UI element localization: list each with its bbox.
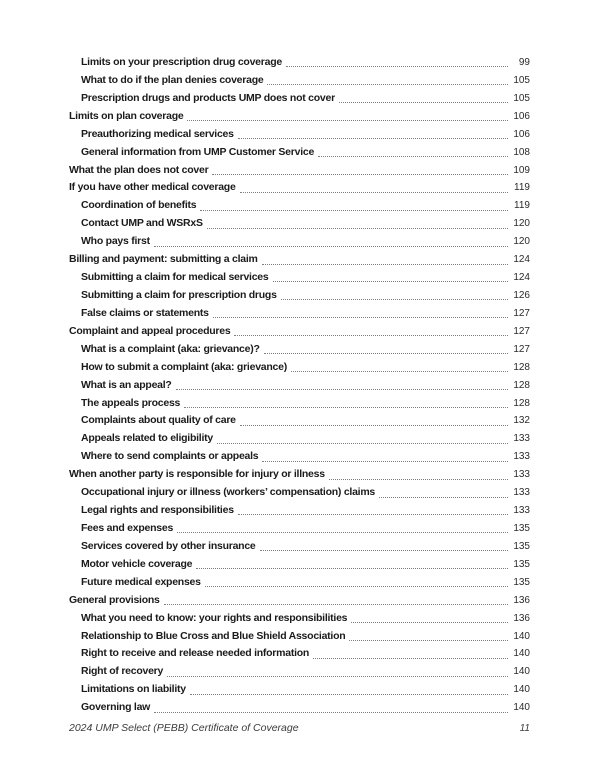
- toc-entry-title: Complaint and appeal procedures: [69, 324, 231, 337]
- dot-leader: [258, 448, 510, 466]
- toc-entry-title: If you have other medical coverage: [69, 181, 236, 194]
- toc-entry-title: What to do if the plan denies coverage: [81, 73, 264, 86]
- toc-entry-title: Limits on your prescription drug coverage: [81, 56, 282, 68]
- toc-entry-page-number: 105: [513, 74, 530, 86]
- toc-entry[interactable]: [69, 377, 530, 395]
- dot-leader: [375, 484, 510, 502]
- toc-entry-title: Submitting a claim for prescription drugs: [81, 288, 277, 301]
- dot-leader: [325, 466, 510, 484]
- dot-leader: [192, 556, 510, 574]
- dot-leader: [269, 269, 511, 287]
- toc-entry[interactable]: [69, 484, 530, 502]
- toc-entry-page-number: 132: [513, 415, 530, 427]
- dot-leader: [196, 197, 510, 215]
- toc-entry-title: Who pays first: [81, 235, 150, 248]
- toc-entry[interactable]: [69, 90, 530, 108]
- toc-entry-page-number: 128: [513, 379, 530, 391]
- toc-entry-page-number: 135: [513, 576, 530, 588]
- toc-entry-title: Relationship to Blue Cross and Blue Shield Association: [81, 629, 346, 642]
- toc-entry-title: What is a complaint (aka: grievance)?: [81, 342, 260, 355]
- dot-leader: [213, 430, 510, 448]
- toc-entry-title: Billing and payment: submitting a claim: [69, 253, 258, 266]
- toc-entry[interactable]: [69, 197, 530, 215]
- toc-entry-page-number: 119: [514, 182, 530, 194]
- toc-entry[interactable]: [69, 574, 530, 592]
- toc-entry-title: Motor vehicle coverage: [81, 557, 193, 570]
- dot-leader: [287, 359, 510, 377]
- toc-entry[interactable]: [69, 323, 530, 341]
- dot-leader: [256, 538, 510, 556]
- toc-entry[interactable]: [69, 108, 530, 126]
- toc-entry[interactable]: [69, 430, 530, 448]
- toc-entry-page-number: 128: [513, 361, 530, 373]
- toc-entry-page-number: 133: [513, 469, 530, 481]
- toc-entry[interactable]: [69, 341, 530, 359]
- toc-entry[interactable]: [69, 699, 530, 717]
- dot-leader: [150, 699, 510, 717]
- toc-entry-title: Services covered by other insurance: [81, 539, 256, 552]
- toc-entry[interactable]: [69, 412, 530, 430]
- dot-leader: [203, 215, 510, 233]
- toc-entry-title: Occupational injury or illness (workers’ compensation) claims: [81, 486, 376, 499]
- toc-entry-title: Appeals related to eligibility: [81, 432, 213, 445]
- toc-entry-title: Prescription drugs and products UMP does not cover: [81, 91, 335, 104]
- dot-leader: [208, 162, 510, 180]
- toc-entry-title: False claims or statements: [81, 306, 209, 319]
- toc-entry[interactable]: [69, 645, 530, 663]
- dot-leader: [234, 126, 510, 144]
- toc-entry[interactable]: [69, 72, 530, 90]
- toc-entry[interactable]: [69, 215, 530, 233]
- toc-entry-title: Right of recovery: [81, 665, 164, 678]
- toc-entry-page-number: 135: [513, 558, 530, 570]
- dot-leader: [172, 377, 510, 395]
- toc-entry-page-number: 135: [513, 522, 530, 534]
- toc-entry-title: Coordination of benefits: [81, 199, 197, 212]
- toc-entry[interactable]: [69, 54, 530, 72]
- toc-entry-page-number: 140: [513, 630, 530, 642]
- toc-entry[interactable]: [69, 681, 530, 699]
- toc-entry-page-number: 128: [513, 397, 530, 409]
- toc-entry-page-number: 133: [513, 451, 530, 463]
- toc-entry-page-number: 136: [513, 612, 530, 624]
- toc-entry-title: Where to send complaints or appeals: [81, 450, 259, 463]
- toc-entry-title: What is an appeal?: [81, 378, 172, 391]
- toc-entry-title: What the plan does not cover: [69, 163, 209, 176]
- toc-entry-page-number: 124: [513, 272, 530, 284]
- toc-entry-title: Complaints about quality of care: [81, 414, 236, 427]
- toc-entry-page-number: 106: [513, 110, 530, 122]
- dot-leader: [258, 251, 510, 269]
- toc-entry-page-number: 140: [513, 648, 530, 660]
- toc-entry-title: How to submit a complaint (aka: grievance): [81, 360, 287, 373]
- toc-entry-page-number: 136: [513, 594, 530, 606]
- dot-leader: [201, 574, 510, 592]
- toc-entry-page-number: 127: [513, 325, 530, 337]
- toc-entry-page-number: 127: [513, 343, 530, 355]
- toc-entry-title: Submitting a claim for medical services: [81, 271, 269, 284]
- dot-leader: [150, 233, 510, 251]
- toc-entry[interactable]: [69, 359, 530, 377]
- toc-entry-title: General information from UMP Customer Service: [81, 145, 315, 158]
- dot-leader: [173, 520, 510, 538]
- toc-entry[interactable]: [69, 663, 530, 681]
- toc-entry-page-number: 108: [513, 146, 530, 158]
- dot-leader: [282, 54, 510, 72]
- toc-entry-page-number: 140: [513, 702, 530, 714]
- toc-entry[interactable]: [69, 162, 530, 180]
- table-of-contents: [69, 54, 530, 717]
- toc-entry-page-number: 109: [513, 164, 530, 176]
- toc-entry-title: Legal rights and responsibilities: [81, 504, 234, 517]
- toc-entry-title: Preauthorizing medical services: [81, 127, 234, 140]
- toc-entry-page-number: 133: [513, 505, 530, 517]
- dot-leader: [309, 645, 510, 663]
- toc-entry-page-number: 120: [513, 236, 530, 248]
- toc-entry[interactable]: [69, 592, 530, 610]
- toc-entry[interactable]: [69, 466, 530, 484]
- toc-entry-page-number: 124: [513, 254, 530, 266]
- toc-entry-title: The appeals process: [81, 396, 181, 409]
- toc-entry[interactable]: [69, 269, 530, 287]
- dot-leader: [180, 395, 510, 413]
- toc-entry-title: Limits on plan coverage: [69, 109, 184, 122]
- toc-entry-title: Contact UMP and WSRxS: [81, 217, 203, 230]
- toc-entry-page-number: 126: [513, 289, 530, 301]
- toc-entry-title: Limitations on liability: [81, 683, 186, 696]
- toc-entry-title: Fees and expenses: [81, 521, 174, 534]
- toc-entry-page-number: 127: [513, 307, 530, 319]
- toc-entry-page-number: 120: [513, 218, 530, 230]
- toc-entry-page-number: 99: [518, 57, 530, 68]
- dot-leader: [347, 610, 510, 628]
- toc-entry-page-number: 106: [513, 128, 530, 140]
- toc-entry-title: Future medical expenses: [81, 575, 201, 588]
- footer-page-number: 11: [519, 723, 530, 734]
- toc-entry[interactable]: [69, 395, 530, 413]
- dot-leader: [345, 628, 510, 646]
- toc-entry-title: Right to receive and release needed information: [81, 647, 310, 660]
- dot-leader: [260, 341, 510, 359]
- dot-leader: [277, 287, 510, 305]
- toc-entry-page-number: 119: [514, 200, 530, 212]
- dot-leader: [160, 592, 510, 610]
- toc-entry-title: When another party is responsible for injury or illness: [69, 468, 325, 481]
- dot-leader: [314, 144, 510, 162]
- toc-entry[interactable]: [69, 448, 530, 466]
- toc-entry-page-number: 140: [513, 666, 530, 678]
- toc-entry[interactable]: [69, 520, 530, 538]
- toc-entry-page-number: 105: [513, 92, 530, 104]
- dot-leader: [234, 502, 510, 520]
- dot-leader: [236, 179, 510, 197]
- toc-entry[interactable]: [69, 538, 530, 556]
- toc-entry-title: General provisions: [69, 593, 160, 606]
- dot-leader: [335, 90, 510, 108]
- toc-entry[interactable]: [69, 610, 530, 628]
- toc-entry-title: Governing law: [81, 701, 151, 714]
- dot-leader: [230, 323, 510, 341]
- toc-entry[interactable]: [69, 556, 530, 574]
- toc-entry[interactable]: [69, 144, 530, 162]
- toc-entry[interactable]: [69, 126, 530, 144]
- toc-entry[interactable]: [69, 179, 530, 197]
- toc-entry[interactable]: [69, 502, 530, 520]
- toc-entry[interactable]: [69, 287, 530, 305]
- toc-entry[interactable]: [69, 305, 530, 323]
- footer-document-title: 2024 UMP Select (PEBB) Certificate of Coverage: [69, 722, 299, 734]
- toc-entry-page-number: 133: [513, 433, 530, 445]
- toc-entry-title: What you need to know: your rights and responsibilities: [81, 611, 348, 624]
- toc-entry[interactable]: [69, 251, 530, 269]
- dot-leader: [186, 681, 510, 699]
- toc-entry[interactable]: [69, 628, 530, 646]
- toc-entry-page-number: 133: [513, 487, 530, 499]
- dot-leader: [236, 412, 510, 430]
- toc-entry-page-number: 140: [513, 684, 530, 696]
- dot-leader: [263, 72, 510, 90]
- dot-leader: [209, 305, 510, 323]
- dot-leader: [183, 108, 510, 126]
- toc-entry[interactable]: [69, 233, 530, 251]
- page-footer: [69, 722, 530, 734]
- dot-leader: [163, 663, 510, 681]
- toc-entry-page-number: 135: [513, 540, 530, 552]
